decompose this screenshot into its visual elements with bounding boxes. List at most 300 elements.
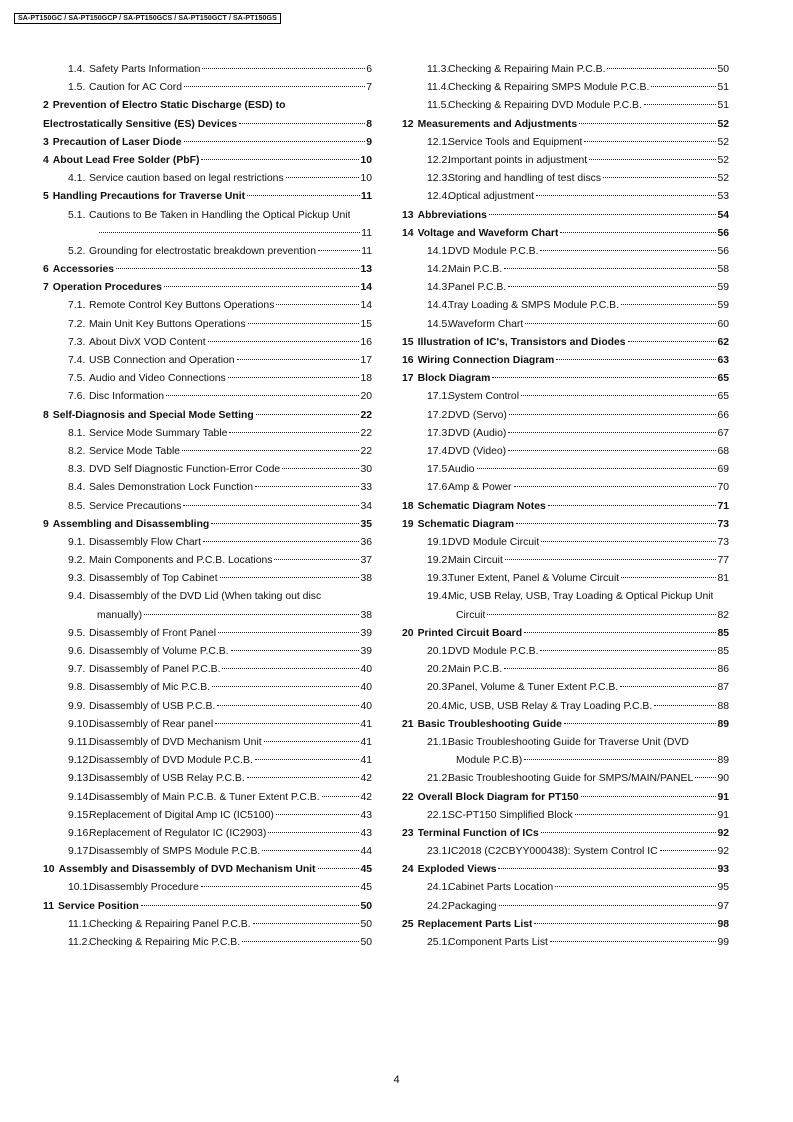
toc-entry-page: 63 <box>717 355 729 366</box>
toc-entry-page: 85 <box>717 646 729 657</box>
toc-entry[interactable] <box>38 370 372 388</box>
dot-leader <box>525 323 716 324</box>
toc-entry[interactable] <box>38 625 372 643</box>
toc-entry-page: 69 <box>717 464 729 476</box>
toc-entry-page: 51 <box>717 82 729 94</box>
toc-entry-page: 82 <box>717 609 729 621</box>
toc-entry[interactable] <box>38 607 372 625</box>
toc-entry-title: Replacement Parts List <box>417 918 533 930</box>
toc-entry[interactable] <box>38 188 372 206</box>
toc-entry-page: 52 <box>717 154 729 166</box>
toc-entry[interactable] <box>38 716 372 734</box>
toc-entry-number: 10.1. <box>68 882 92 894</box>
dot-leader <box>276 814 360 815</box>
toc-entry-title: manually) <box>97 609 143 621</box>
toc-entry-page: 52 <box>717 118 729 130</box>
dot-leader <box>514 486 717 487</box>
dot-leader <box>239 123 365 124</box>
toc-entry[interactable] <box>38 643 372 661</box>
dot-leader <box>229 432 359 433</box>
dot-leader <box>651 86 716 87</box>
toc-entry[interactable] <box>397 661 729 679</box>
dot-leader <box>504 668 716 669</box>
toc-entry-title: Block Diagram <box>417 373 491 385</box>
toc-entry-page: 8 <box>366 118 372 130</box>
toc-entry[interactable] <box>38 334 372 352</box>
toc-entry[interactable] <box>397 916 729 934</box>
toc-entry-title: DVD Module P.C.B. <box>448 245 539 257</box>
toc-entry-page: 10 <box>360 173 372 185</box>
dot-leader <box>540 250 716 251</box>
dot-leader <box>508 286 716 287</box>
dot-leader <box>589 159 716 160</box>
toc-entry-page: 34 <box>360 500 372 512</box>
toc-entry-title: Waveform Chart <box>448 318 524 330</box>
toc-entry-title: DVD Self Diagnostic Function-Error Code <box>89 464 281 476</box>
toc-entry[interactable] <box>397 461 729 479</box>
toc-entry[interactable] <box>38 79 372 97</box>
dot-leader <box>220 577 360 578</box>
toc-entry[interactable] <box>38 752 372 770</box>
page-number: 4 <box>393 1074 400 1086</box>
toc-entry[interactable] <box>397 570 729 588</box>
toc-entry[interactable] <box>397 243 729 261</box>
toc-entry-title: Schematic Diagram Notes <box>417 500 546 512</box>
toc-entry[interactable] <box>397 279 729 297</box>
toc-entry[interactable] <box>38 297 372 315</box>
toc-entry[interactable] <box>397 388 729 406</box>
toc-entry[interactable] <box>397 97 729 115</box>
toc-entry-number: 11.1. <box>68 918 91 930</box>
toc-entry-title: USB Connection and Operation <box>89 355 235 366</box>
toc-entry-title: Tuner Extent, Panel & Volume Circuit <box>448 573 620 585</box>
dot-leader <box>282 468 359 469</box>
toc-entry-number: 17.5. <box>427 464 451 476</box>
toc-entry-title: Illustration of IC's, Transistors and Diodes <box>417 336 626 348</box>
toc-entry[interactable] <box>38 570 372 588</box>
toc-entry-page: 65 <box>717 391 729 403</box>
toc-entry[interactable] <box>397 807 729 825</box>
toc-entry-number: 17 <box>402 373 414 385</box>
toc-entry-number: 9.9. <box>68 700 86 712</box>
dot-leader <box>215 723 359 724</box>
dot-leader <box>536 195 716 196</box>
toc-entry[interactable] <box>397 934 729 952</box>
toc-entry[interactable] <box>397 734 729 752</box>
dot-leader <box>164 286 360 287</box>
toc-entry[interactable] <box>38 443 372 461</box>
toc-entry[interactable] <box>397 79 729 97</box>
dot-leader <box>322 796 360 797</box>
toc-entry[interactable] <box>38 170 372 188</box>
toc-entry[interactable] <box>38 588 372 606</box>
toc-entry[interactable] <box>38 152 372 170</box>
dot-leader <box>201 159 359 160</box>
toc-entry[interactable] <box>38 225 372 243</box>
toc-entry-number: 7.6. <box>68 391 86 403</box>
toc-entry[interactable] <box>397 879 729 897</box>
toc-entry-title: Wiring Connection Diagram <box>417 355 555 366</box>
dot-leader <box>247 777 360 778</box>
dot-leader <box>274 559 359 560</box>
toc-entry-title: Main Unit Key Buttons Operations <box>89 318 246 330</box>
toc-entry-title: Cautions to Be Taken in Handling the Optical Pickup Unit <box>89 209 351 221</box>
toc-entry-page: 39 <box>360 646 372 657</box>
toc-entry-title: Overall Block Diagram for PT150 <box>417 791 579 803</box>
toc-entry-page: 9 <box>366 136 372 148</box>
toc-entry-number: 8.5. <box>68 500 86 512</box>
toc-entry[interactable] <box>397 679 729 697</box>
dot-leader <box>477 468 717 469</box>
dot-leader <box>222 668 359 669</box>
toc-entry[interactable] <box>397 407 729 425</box>
toc-entry[interactable] <box>397 225 729 243</box>
toc-entry[interactable] <box>397 716 729 734</box>
toc-entry-title: Sales Demonstration Lock Function <box>89 482 254 494</box>
toc-entry-page: 52 <box>717 173 729 185</box>
toc-entry-number: 7.2. <box>68 318 86 330</box>
toc-entry[interactable] <box>38 770 372 788</box>
dot-leader <box>621 304 716 305</box>
dot-leader <box>211 523 359 524</box>
dot-leader <box>534 923 716 924</box>
toc-entry[interactable] <box>38 843 372 861</box>
toc-entry-page: 91 <box>717 809 729 821</box>
toc-entry-title: Audio and Video Connections <box>89 373 226 385</box>
toc-entry-number: 9.6. <box>68 646 86 657</box>
toc-entry-title: Accessories <box>52 264 115 276</box>
dot-leader <box>607 68 716 69</box>
toc-entry-number: 12.1. <box>427 136 451 148</box>
toc-entry-number: 2 <box>43 100 49 112</box>
toc-entry-title: System Control <box>448 391 520 403</box>
toc-entry-number: 11 <box>43 900 54 912</box>
toc-entry-title: Printed Circuit Board <box>417 627 523 639</box>
toc-entry-number: 9.5. <box>68 627 86 639</box>
toc-entry-page: 59 <box>717 300 729 312</box>
toc-entry-title: Service Mode Summary Table <box>89 427 228 439</box>
toc-entry-number: 14 <box>402 227 414 239</box>
toc-entry-number: 23.1. <box>427 846 451 858</box>
toc-entry-page: 20 <box>360 391 372 403</box>
toc-entry-number: 1.4. <box>68 64 86 75</box>
toc-entry[interactable] <box>397 170 729 188</box>
dot-leader <box>508 450 716 451</box>
toc-entry-title: Self-Diagnosis and Special Mode Setting <box>52 409 254 421</box>
toc-entry-title: Main P.C.B. <box>448 664 503 676</box>
toc-entry-number: 9.12. <box>68 755 92 767</box>
toc-entry-number: 9.8. <box>68 682 86 694</box>
toc-entry[interactable] <box>397 134 729 152</box>
toc-entry-page: 77 <box>717 555 729 567</box>
toc-entry-page: 52 <box>717 136 729 148</box>
toc-entry-title: Cabinet Parts Location <box>448 882 554 894</box>
toc-entry-title: Disassembly of Mic P.C.B. <box>89 682 211 694</box>
toc-entry-number: 19.4. <box>427 591 451 603</box>
toc-entry-number: 21.2. <box>427 773 451 785</box>
toc-entry[interactable] <box>38 534 372 552</box>
toc-entry[interactable] <box>397 861 729 879</box>
toc-entry-page: 50 <box>360 900 372 912</box>
toc-right-column <box>397 61 729 952</box>
toc-entry-number: 9.7. <box>68 664 86 676</box>
dot-leader <box>581 796 717 797</box>
toc-entry[interactable] <box>397 352 729 370</box>
toc-entry-title: Packaging <box>448 900 497 912</box>
dot-leader <box>621 577 716 578</box>
toc-entry-page: 89 <box>717 718 729 730</box>
toc-entry-page: 59 <box>717 282 729 294</box>
toc-entry[interactable] <box>38 207 372 225</box>
dot-leader <box>548 505 717 506</box>
toc-entry-page: 65 <box>717 373 729 385</box>
toc-entry-page: 71 <box>717 500 729 512</box>
toc-entry-page: 22 <box>360 409 372 421</box>
toc-entry-page: 81 <box>717 573 729 585</box>
toc-entry-title: Amp & Power <box>448 482 512 494</box>
toc-entry-number: 24.2. <box>427 900 451 912</box>
toc-entry-number: 21.1. <box>427 736 451 748</box>
toc-entry-title: Mic, USB Relay, USB, Tray Loading & Optical Pickup Unit <box>448 591 714 603</box>
toc-entry[interactable] <box>397 116 729 134</box>
toc-entry-title: Checking & Repairing Mic P.C.B. <box>89 937 241 948</box>
toc-entry[interactable] <box>38 243 372 261</box>
toc-entry-page: 56 <box>717 245 729 257</box>
toc-entry[interactable] <box>38 879 372 897</box>
dot-leader <box>556 359 716 360</box>
toc-entry-title: Grounding for electrostatic breakdown prevention <box>89 245 316 257</box>
toc-entry[interactable] <box>397 516 729 534</box>
toc-entry-number: 16 <box>402 355 414 366</box>
toc-entry[interactable] <box>397 625 729 643</box>
toc-entry-page: 88 <box>717 700 729 712</box>
dot-leader <box>144 614 359 615</box>
dot-leader <box>248 323 360 324</box>
toc-entry-title: Disassembly of DVD Mechanism Unit <box>89 736 262 748</box>
toc-entry[interactable] <box>397 207 729 225</box>
toc-entry-page: 85 <box>717 627 729 639</box>
toc-entry-title: Panel P.C.B. <box>448 282 507 294</box>
toc-entry-number: 12.4. <box>427 191 451 203</box>
toc-entry[interactable] <box>397 643 729 661</box>
dot-leader <box>541 832 717 833</box>
toc-entry-page: 41 <box>360 755 372 767</box>
toc-entry[interactable] <box>38 825 372 843</box>
toc-entry-number: 12.2. <box>427 154 451 166</box>
toc-entry[interactable] <box>397 443 729 461</box>
toc-entry-number: 21 <box>402 718 414 730</box>
dot-leader <box>489 214 717 215</box>
toc-entry[interactable] <box>38 679 372 697</box>
toc-entry-number: 12 <box>402 118 414 130</box>
toc-entry-page: 58 <box>717 264 729 276</box>
toc-entry-title: Service caution based on legal restrictions <box>89 173 284 185</box>
toc-entry[interactable] <box>397 752 729 770</box>
toc-entry[interactable] <box>38 698 372 716</box>
dot-leader <box>644 104 717 105</box>
toc-entry[interactable] <box>38 661 372 679</box>
toc-entry-page: 11 <box>361 191 372 203</box>
toc-entry[interactable] <box>397 534 729 552</box>
toc-entry-page: 60 <box>717 318 729 330</box>
toc-entry-title: DVD (Servo) <box>448 409 507 421</box>
toc-entry[interactable] <box>397 698 729 716</box>
toc-entry-page: 7 <box>366 82 372 94</box>
toc-entry[interactable] <box>38 898 372 916</box>
toc-entry-title: Voltage and Waveform Chart <box>417 227 559 239</box>
toc-entry-page: 17 <box>360 355 372 366</box>
dot-leader <box>509 414 717 415</box>
toc-entry-title: Service Tools and Equipment <box>448 136 583 148</box>
toc-entry-page: 50 <box>360 937 372 948</box>
dot-leader <box>654 705 716 706</box>
dot-leader <box>242 941 359 942</box>
toc-entry-title: Service Mode Table <box>89 445 181 457</box>
dot-leader <box>217 705 359 706</box>
toc-entry-title: Service Position <box>57 900 139 912</box>
toc-entry-page: 6 <box>366 64 372 75</box>
toc-entry[interactable] <box>397 588 729 606</box>
toc-entry-number: 9.10. <box>68 718 92 730</box>
toc-entry[interactable] <box>397 188 729 206</box>
toc-entry[interactable] <box>38 916 372 934</box>
toc-entry[interactable] <box>38 97 372 115</box>
toc-entry[interactable] <box>38 498 372 516</box>
toc-entry-number: 11.3. <box>427 64 450 75</box>
dot-leader <box>508 432 716 433</box>
dot-leader <box>183 505 359 506</box>
toc-entry[interactable] <box>397 825 729 843</box>
toc-entry-number: 19.2. <box>427 555 451 567</box>
toc-entry-title: Disassembly of Front Panel <box>89 627 217 639</box>
toc-entry-page: 67 <box>717 427 729 439</box>
model-header: SA-PT150GC / SA-PT150GCP / SA-PT150GCS / SA-PT150GCT / SA-PT150GS <box>14 13 281 24</box>
toc-entry[interactable] <box>397 316 729 334</box>
toc-entry-page: 40 <box>360 664 372 676</box>
toc-entry[interactable] <box>397 789 729 807</box>
toc-entry[interactable] <box>397 261 729 279</box>
toc-entry-page: 54 <box>717 209 729 221</box>
toc-entry-number: 5 <box>43 191 49 203</box>
toc-entry-title: Disassembly of Panel P.C.B. <box>89 664 221 676</box>
toc-entry-page: 14 <box>360 282 372 294</box>
toc-entry-title: Main Components and P.C.B. Locations <box>89 555 273 567</box>
toc-entry[interactable] <box>38 116 372 134</box>
toc-entry[interactable] <box>38 425 372 443</box>
toc-entry[interactable] <box>38 789 372 807</box>
toc-entry[interactable] <box>397 297 729 315</box>
toc-entry[interactable] <box>397 370 729 388</box>
toc-entry-number: 3 <box>43 136 49 148</box>
toc-entry-number: 20.4. <box>427 700 451 712</box>
toc-entry[interactable] <box>397 425 729 443</box>
toc-entry[interactable] <box>397 334 729 352</box>
dot-leader <box>202 68 365 69</box>
toc-entry-page: 42 <box>360 791 372 803</box>
dot-leader <box>99 232 360 233</box>
toc-entry[interactable] <box>38 279 372 297</box>
toc-entry-page: 42 <box>360 773 372 785</box>
toc-entry[interactable] <box>397 607 729 625</box>
toc-entry[interactable] <box>38 516 372 534</box>
toc-entry[interactable] <box>38 861 372 879</box>
dot-leader <box>516 523 716 524</box>
toc-entry-page: 91 <box>717 791 729 803</box>
toc-entry[interactable] <box>397 552 729 570</box>
dot-leader <box>218 632 359 633</box>
toc-entry-page: 90 <box>717 773 729 785</box>
toc-entry[interactable] <box>397 479 729 497</box>
toc-entry-number: 24.1. <box>427 882 451 894</box>
toc-entry-page: 87 <box>717 682 729 694</box>
toc-entry-page: 41 <box>360 736 372 748</box>
toc-entry-title: Disassembly of Top Cabinet <box>89 573 218 585</box>
dot-leader <box>564 723 717 724</box>
toc-entry-number: 18 <box>402 500 414 512</box>
toc-entry[interactable] <box>38 807 372 825</box>
toc-entry-title: Disassembly of Rear panel <box>89 718 214 730</box>
dot-leader <box>550 941 717 942</box>
dot-leader <box>228 377 360 378</box>
toc-entry-title: Replacement of Digital Amp IC (IC5100) <box>89 809 274 821</box>
toc-entry[interactable] <box>38 407 372 425</box>
toc-entry[interactable] <box>38 479 372 497</box>
toc-entry-title: IC2018 (C2CBYY000438): System Control IC <box>448 846 658 858</box>
toc-entry[interactable] <box>397 61 729 79</box>
toc-entry-number: 8.3. <box>68 464 86 476</box>
toc-entry[interactable] <box>38 261 372 279</box>
toc-entry-title: Disc Information <box>89 391 165 403</box>
toc-entry-number: 8.4. <box>68 482 86 494</box>
toc-entry[interactable] <box>38 134 372 152</box>
toc-entry-number: 5.1. <box>68 209 86 221</box>
toc-entry[interactable] <box>38 388 372 406</box>
toc-entry-number: 13 <box>402 209 414 221</box>
toc-entry-title: Replacement of Regulator IC (IC2903) <box>89 827 267 839</box>
dot-leader <box>141 905 360 906</box>
toc-entry[interactable] <box>397 770 729 788</box>
toc-entry-page: 13 <box>360 264 372 276</box>
toc-entry[interactable] <box>397 843 729 861</box>
toc-entry-page: 36 <box>360 536 372 548</box>
dot-leader <box>579 123 716 124</box>
toc-entry[interactable] <box>38 934 372 952</box>
toc-entry-page: 95 <box>717 882 729 894</box>
toc-entry-title: Basic Troubleshooting Guide for Traverse Unit (DVD <box>448 736 689 748</box>
toc-entry[interactable] <box>397 898 729 916</box>
toc-entry[interactable] <box>38 552 372 570</box>
toc-entry-page: 45 <box>360 864 372 876</box>
toc-entry[interactable] <box>397 498 729 516</box>
toc-entry-number: 4.1. <box>68 173 86 185</box>
toc-entry-title: Abbreviations <box>417 209 487 221</box>
toc-entry[interactable] <box>38 734 372 752</box>
toc-entry-title: Important points in adjustment <box>448 154 588 166</box>
toc-entry[interactable] <box>38 61 372 79</box>
toc-entry-page: 11 <box>361 245 372 257</box>
toc-entry-page: 38 <box>360 609 372 621</box>
toc-entry-page: 44 <box>360 846 372 858</box>
toc-entry[interactable] <box>38 316 372 334</box>
toc-entry-number: 25.1. <box>427 937 451 948</box>
dot-leader <box>540 650 716 651</box>
dot-leader <box>212 686 359 687</box>
toc-entry-page: 43 <box>360 827 372 839</box>
toc-entry[interactable] <box>397 152 729 170</box>
toc-entry[interactable] <box>38 352 372 370</box>
dot-leader <box>184 141 366 142</box>
toc-entry[interactable] <box>38 461 372 479</box>
